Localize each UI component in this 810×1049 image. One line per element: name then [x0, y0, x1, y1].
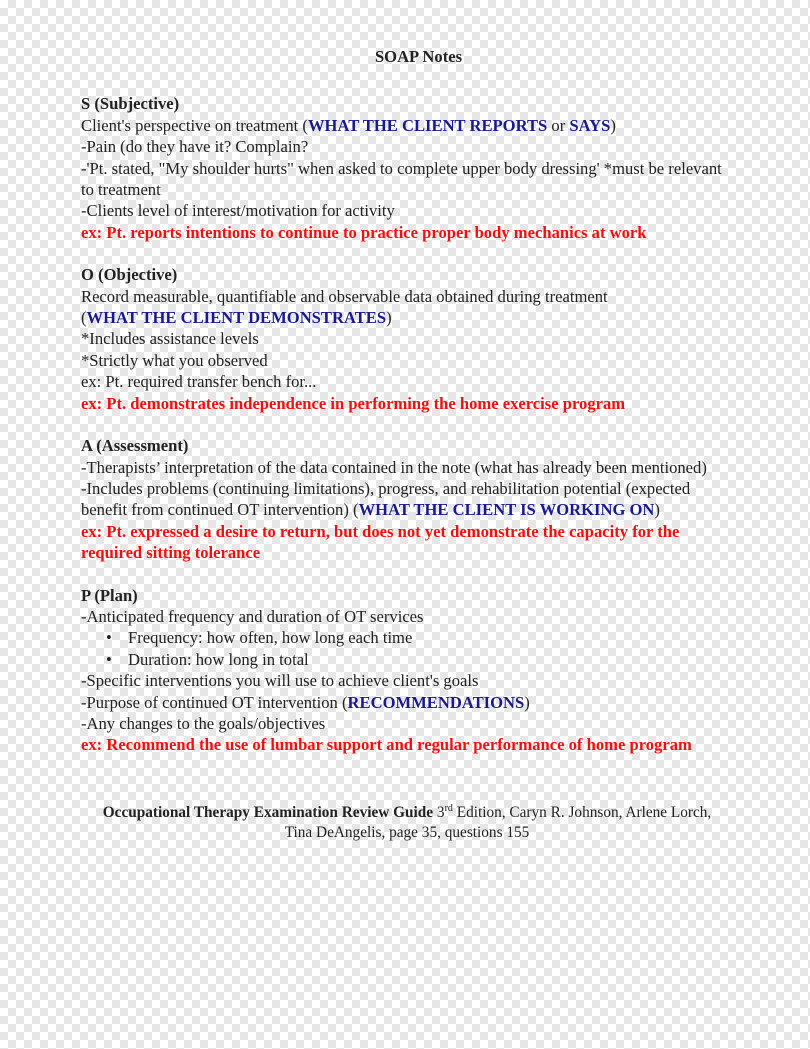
plan-line-3 — [81, 692, 726, 713]
citation-line-1 — [103, 804, 711, 821]
highlight-client-reports: WHAT THE CLIENT REPORTS — [307, 115, 548, 135]
bullet-icon: • — [106, 628, 112, 648]
section-assessment — [81, 435, 726, 563]
citation-book-title: Occupational Therapy Examination Review Guide — [102, 803, 434, 821]
highlight-recommendations: RECOMMENDATIONS — [347, 692, 525, 712]
text-fragment: ) — [654, 500, 660, 520]
plan-line-1: -Anticipated frequency and duration of OT services — [81, 606, 424, 626]
subjective-line-3: -'Pt. stated, "My shoulder hurts" when asked to complete upper body dressing' *must be relevant to treatment — [81, 158, 722, 200]
text-fragment: -Includes problems (continuing limitations), progress, and rehabilitation potential (expected benefit from continued OT intervention) ( — [81, 478, 691, 520]
text-fragment: ) — [524, 692, 530, 712]
text-fragment: ) — [610, 115, 616, 135]
subjective-line-4: -Clients level of interest/motivation for activity — [81, 201, 395, 221]
document-page — [81, 46, 726, 843]
text-fragment: ( — [81, 308, 87, 328]
assessment-example: ex: Pt. expressed a desire to return, but does not yet demonstrate the capacity for the required sitting tolerance — [81, 521, 680, 563]
text-fragment: -Purpose of continued OT intervention ( — [81, 692, 348, 712]
section-subjective — [81, 93, 726, 243]
subjective-example: ex: Pt. reports intentions to continue to practice proper body mechanics at work — [81, 222, 647, 242]
section-heading-objective: O (Objective) — [81, 265, 178, 285]
objective-line-3: *Includes assistance levels — [81, 329, 259, 349]
text-fragment: Client's perspective on treatment ( — [81, 115, 308, 135]
citation-authors: Edition, Caryn R. Johnson, Arlene Lorch, — [452, 803, 712, 821]
plan-line-4: -Any changes to the goals/objectives — [81, 713, 326, 733]
subjective-line-1 — [81, 115, 726, 136]
section-objective — [81, 264, 726, 414]
list-item — [106, 627, 726, 648]
plan-example: ex: Recommend the use of lumbar support and regular performance of home program — [81, 735, 692, 755]
section-heading-assessment: A (Assessment) — [81, 436, 189, 456]
text-fragment: ) — [386, 308, 392, 328]
list-item-text: Frequency: how often, how long each time — [128, 628, 413, 648]
plan-bullet-list — [81, 627, 726, 670]
subjective-line-2: -Pain (do they have it? Complain? — [81, 137, 309, 157]
highlight-says: SAYS — [569, 115, 611, 135]
plan-line-2: -Specific interventions you will use to achieve client's goals — [81, 671, 479, 691]
objective-line-1: Record measurable, quantifiable and observable data obtained during treatment — [81, 286, 608, 306]
section-heading-plan: P (Plan) — [81, 585, 138, 605]
citation-edition-number: 3 — [433, 803, 445, 821]
assessment-line-2 — [81, 478, 726, 521]
section-plan — [81, 585, 726, 756]
highlight-client-working-on: WHAT THE CLIENT IS WORKING ON — [358, 500, 655, 520]
citation-edition-suffix: rd — [444, 802, 453, 814]
page-title: SOAP Notes — [374, 47, 463, 66]
objective-example: ex: Pt. demonstrates independence in performing the home exercise program — [81, 393, 626, 413]
section-heading-subjective: S (Subjective) — [81, 94, 180, 114]
objective-line-4: *Strictly what you observed — [81, 350, 268, 370]
list-item — [106, 649, 726, 670]
highlight-client-demonstrates: WHAT THE CLIENT DEMONSTRATES — [86, 308, 387, 328]
objective-line-2 — [81, 307, 726, 328]
list-item-text: Duration: how long in total — [128, 649, 309, 669]
bullet-icon: • — [106, 649, 112, 669]
text-fragment: or — [547, 115, 570, 135]
citation-line-2: Tina DeAngelis, page 35, questions 155 — [284, 823, 530, 841]
assessment-line-1: -Therapists’ interpretation of the data contained in the note (what has already been mentioned) — [81, 457, 707, 477]
objective-line-5: ex: Pt. required transfer bench for... — [81, 372, 317, 392]
citation — [81, 803, 726, 843]
